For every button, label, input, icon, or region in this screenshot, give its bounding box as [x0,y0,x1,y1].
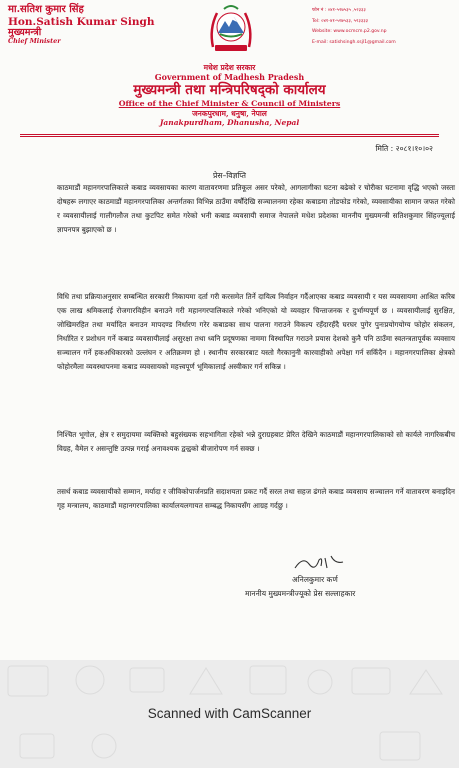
paragraph-4: तसर्थ कबाड व्यवसायीको सम्मान, मर्यादा र जीविकोपार्जनप्रति सदाशयता प्रकट गर्दै सरल तथा सहज ढंगले कबाड व्यवसाय सञ्चालन गर्ने वातावरण बनाइदिन गृह मन्त्रालय, काठमाडौं महानगरपालिका कार्यालयलगायत सम्बद्ध निकायसँग आग्रह गर्दछु । [57,487,455,511]
letter-date: मिति : २०८१।१०।०२ [375,144,433,153]
office-name-english: Office of the Chief Minister & Council of Ministers [118,99,341,108]
fax-number: Tel: ०४१-४१-५२७५३३, ५२३३३३ [312,18,368,24]
paragraph-2: विधि तथा प्रक्रियाअनुसार सम्बन्धित सरकारी निकायमा दर्ता गरी करसमेत तिर्ने दायित्व निर्वाहन गर्दैआएका कबाड व्यवसायी र यस व्यवसायमा आश्रित करिब एक लाख श्रमिकलाई रोजगारविहीन बनाउने गरी महानगरपालिकाले गरेको भनिएको यो व्यवहार चिन्ताजनक र दुर्भाग्यपूर्ण छ । व्यवसायीलाई सुरक्षित, जोखिमरहित तथा मर्यादित बनाउन मापदण्ड निर्धारण गरेर कबाडका साथ पालना गराउने विकल्प रहँदारहँदै घरघर पुगेर पुनःप्रयोगयोग्य फोहोर संकलन, निर्धारित र प्रशोधन गर्ने कबाड व्यवसायीलाई असुरक्षा तथा ध्वनि प्रदूषणका नाममा विस्थापित गराउने प्रयास देशको कुनै पनि ठाउँमा स्वतन्त्रतापूर्वक व्यवसाय सञ्चालन गर्ने हकअधिकारको उल्लंघन र अतिक्रमण हो । स्थानीय सरकारबाट यस्तो गैरकानुनी कारवाहीको अपेक्षा गर्न सकिँदैन । महानगरपालिका क्षेत्रको फोहोरमैला व्यवस्थापनमा कबाड व्यवसायको महत्त्वपूर्ण भूमिकालाई अस्वीकार गर्न सकिन्न । [57,292,455,372]
address-english: Janakpurdham, Dhanusha, Nepal [159,118,300,127]
minister-title-english: Chief Minister [8,37,61,46]
nepal-emblem-icon [205,3,257,55]
signatory-name: अनिलकुमार कर्ण [292,575,338,584]
government-name-english: Government of Madhesh Pradesh [154,72,305,82]
press-release-heading: प्रेस–विज्ञप्ति [213,171,246,180]
paragraph-1: काठमाडौं महानगरपालिकाले कबाड व्यवसायका कारण वातावरणमा प्रतिकूल असर परेको, आगलागीका घटना बढेको र चोरीका घटनामा वृद्धि भएको जस्ता दोषहरू लगाएर काठमाडौं महानगरपालिका अन्तर्गतका विभिन्न ठाउँमा वर्षौंदेखि सञ्चालनमा रहेका कबाडमा तोडफोड गरेको, व्यवसायीका सामान जफत गरेको र व्यवसायीलाई गालीगलौज तथा कुटपिट समेत गरेको भनी कबाड व्यवसायी समाज नेपालले मधेश प्रदेशका माननीय मुख्यमन्त्री सतिशकुमार सिंहज्यूलाई ज्ञापनपत्र बुझाएको छ । [57,183,455,235]
handwritten-signature [291,552,351,572]
government-name-nepali: मधेश प्रदेश सरकार [203,63,256,72]
address-nepali: जनकपुरधाम, धनुषा, नेपाल [192,109,267,118]
letterhead-left-block [8,4,158,46]
minister-name-english: Hon.Satish Kumar Singh [8,15,155,28]
website-address: Website: www.ocmcm.p2.gov.np [312,29,387,34]
minister-title-nepali: मुख्यमन्त्री [8,26,42,38]
camscanner-watermark: Scanned with CamScanner [147,706,312,721]
minister-name-nepali: मा.सतिश कुमार सिंह [8,4,84,15]
paragraph-3: निश्चित भूगोल, क्षेत्र र समुदायमा व्यक्तिको बहुसंख्यक सहभागिता रहेको भन्ने दुराग्रहबाट प्रेरित देखिने काठमाडौं महानगरपालिकाको सो कार्यले नागरिकबीच विग्रह, वैमेल र असन्तुष्टि उत्पन्न गराई अनावश्यक द्वन्द्वको बीजारोपण गर्न सक्छ । [57,430,455,454]
phone-number: फोन नं : ०४१-५२७५३५ ,५२३३३ [312,8,366,13]
office-name-nepali: मुख्यमन्त्री तथा मन्त्रिपरिषद्को कार्यालय [133,82,326,98]
signatory-title: माननीय मुख्यमन्त्रीज्यूको प्रेस सल्लाहकार [245,589,356,598]
letterhead-contact-block [312,6,454,48]
email-address: E-mail: satishsingh.ssjl1@gmail.com [312,39,396,45]
letterhead-center-block [0,63,459,128]
letterhead-divider [20,134,439,135]
letterhead-divider-second [20,136,439,137]
